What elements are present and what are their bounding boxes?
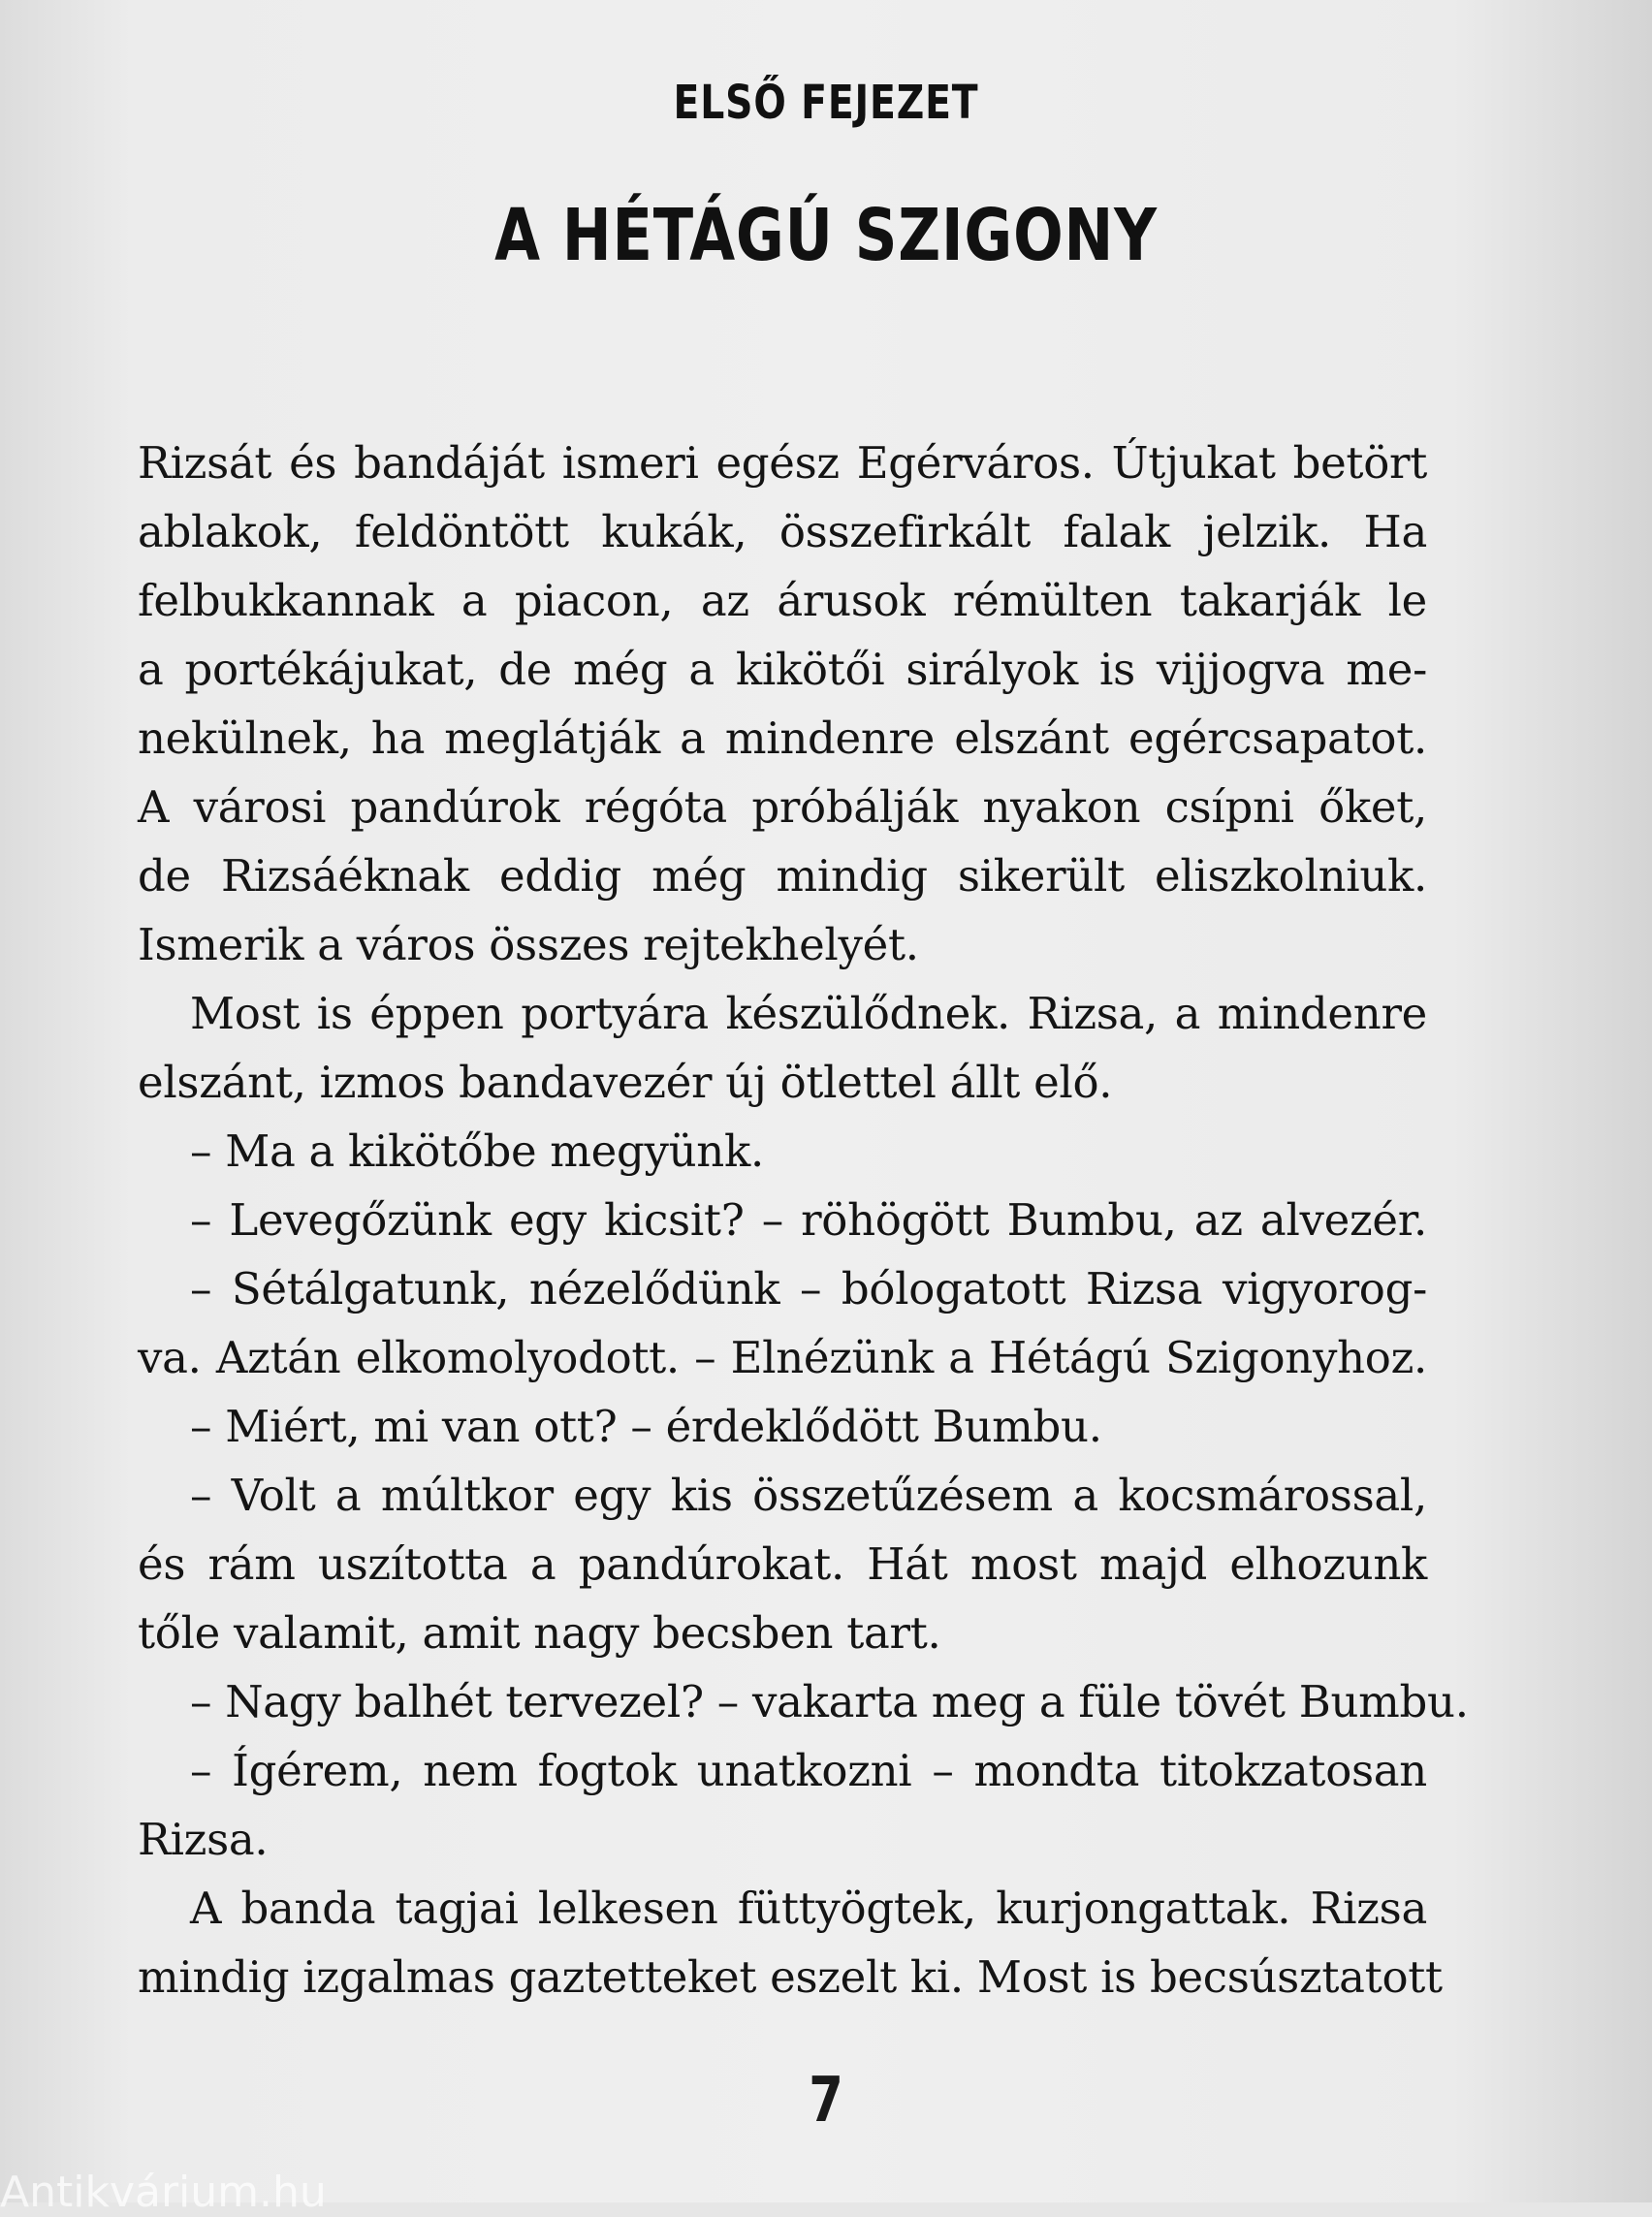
text-line: – Levegőzünk egy kicsit? – röhögött Bumbu, az alvezér.	[190, 1194, 1427, 1246]
text-line: va. Aztán elkomolyodott. – Elnézünk a Hétágú Szigonyhoz.	[138, 1332, 1427, 1383]
chapter-title: A HÉTÁGÚ SZIGONY	[494, 194, 1158, 277]
text-line: – Nagy balhét tervezel? – vakarta meg a füle tövét Bumbu.	[190, 1676, 1469, 1727]
text-line: Most is éppen portyára készülődnek. Rizsa, a mindenre	[190, 988, 1427, 1039]
text-line: A városi pandúrok régóta próbálják nyakon csípni őket,	[138, 781, 1427, 833]
text-line: – Miért, mi van ott? – érdeklődött Bumbu.	[190, 1401, 1102, 1452]
text-line: de Rizsáéknak eddig még mindig sikerült eliszkolniuk.	[138, 850, 1427, 902]
text-line: nekülnek, ha meglátják a mindenre elszánt egércsapatot.	[138, 713, 1427, 764]
text-line: felbukkannak a piacon, az árusok rémülten takarják le	[138, 575, 1427, 626]
text-line: ablakok, feldöntött kukák, összefirkált falak jelzik. Ha	[138, 506, 1427, 557]
text-line: Rizsa.	[138, 1814, 269, 1865]
text-line: – Ígérem, nem fogtok unatkozni – mondta titokzatosan	[190, 1745, 1427, 1796]
text-line: – Ma a kikötőbe megyünk.	[190, 1125, 764, 1177]
text-line: A banda tagjai lelkesen füttyögtek, kurjongattak. Rizsa	[190, 1883, 1427, 1934]
chapter-label: ELSŐ FEJEZET	[673, 76, 979, 130]
text-line: – Volt a múltkor egy kis összetűzésem a kocsmárossal,	[190, 1470, 1427, 1521]
text-line: mindig izgalmas gaztetteket eszelt ki. Most is becsúsztatott	[138, 1951, 1443, 2003]
text-line: – Sétálgatunk, nézelődünk – bólogatott Rizsa vigyorog-	[190, 1263, 1427, 1314]
text-line: és rám uszította a pandúrokat. Hát most majd elhozunk	[138, 1538, 1427, 1590]
text-line: a portékájukat, de még a kikötői sirályok is vijjogva me-	[138, 644, 1427, 695]
text-line: elszánt, izmos bandavezér új ötlettel állt elő.	[138, 1057, 1113, 1108]
page-number: 7	[809, 2065, 843, 2137]
text-line: Ismerik a város összes rejtekhelyét.	[138, 919, 919, 970]
text-line: Rizsát és bandáját ismeri egész Egérváros. Útjukat betört	[138, 437, 1427, 489]
text-line: tőle valamit, amit nagy becsben tart.	[138, 1607, 941, 1659]
body-text	[138, 428, 1469, 2011]
watermark-text: Antikvárium.hu	[0, 2168, 327, 2217]
